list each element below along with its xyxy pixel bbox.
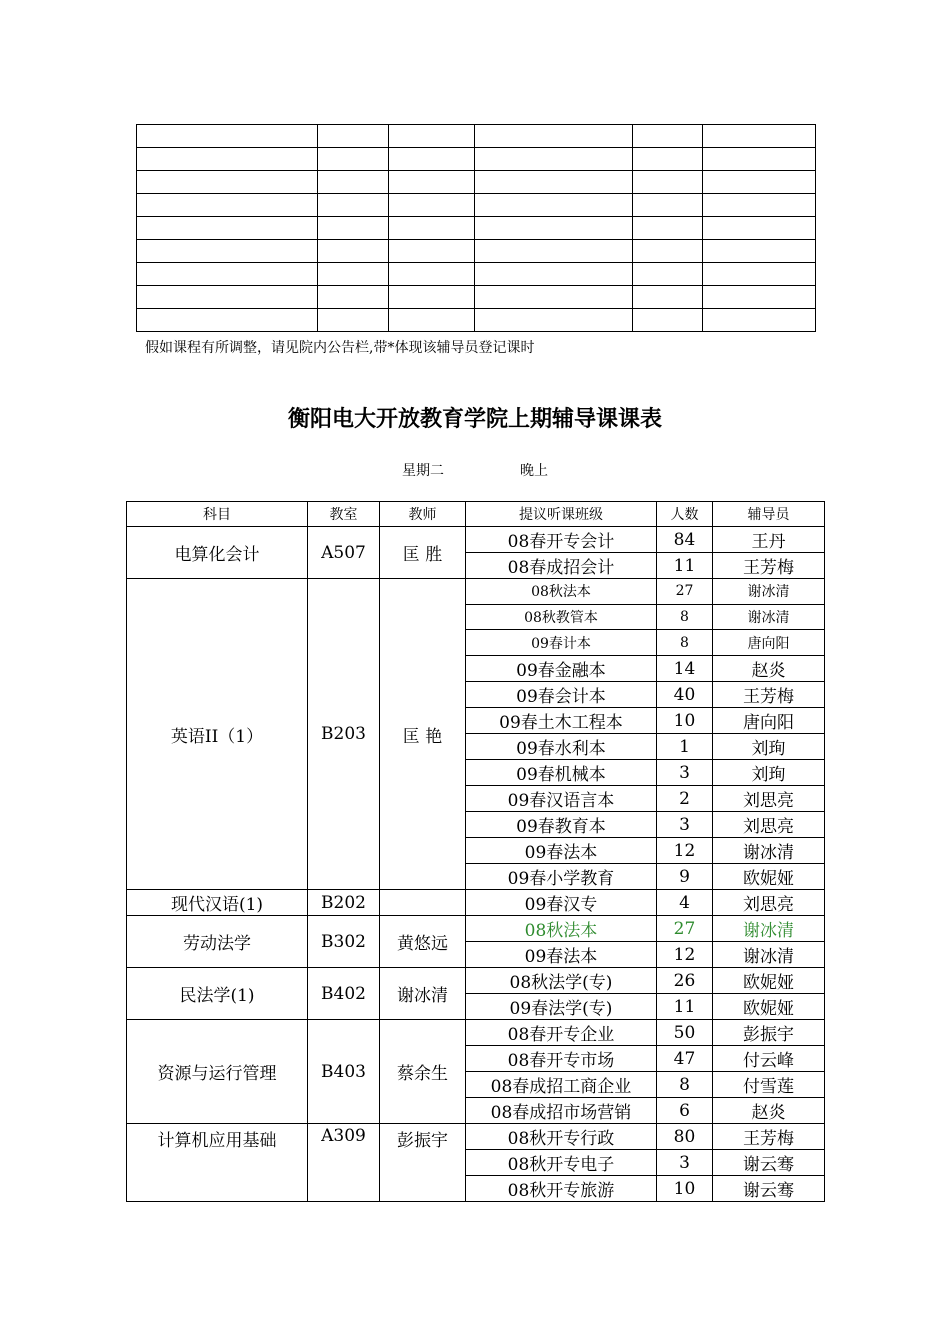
class-cell: 09春法学(专) <box>466 994 657 1020</box>
class-cell: 09春教育本 <box>466 812 657 838</box>
room-cell: A309 <box>308 1124 380 1202</box>
count-cell: 11 <box>657 994 713 1020</box>
count-cell: 11 <box>657 553 713 579</box>
count-cell: 4 <box>657 890 713 916</box>
schedule-row <box>127 1020 825 1046</box>
empty-cell <box>318 148 389 171</box>
empty-table <box>136 124 816 332</box>
tutor-cell: 谢冰清 <box>713 916 825 942</box>
tutor-cell: 刘珣 <box>713 760 825 786</box>
class-cell: 08秋开专行政 <box>466 1124 657 1150</box>
class-cell: 08春成招会计 <box>466 553 657 579</box>
count-cell: 3 <box>657 812 713 838</box>
room-cell: B202 <box>308 890 380 916</box>
count-cell: 10 <box>657 708 713 734</box>
teacher-cell: 蔡余生 <box>380 1020 466 1124</box>
subject-cell: 劳动法学 <box>127 916 308 968</box>
tutor-cell: 唐向阳 <box>713 630 825 656</box>
schedule-row <box>127 1124 825 1150</box>
count-cell: 6 <box>657 1098 713 1124</box>
class-cell: 09春机械本 <box>466 760 657 786</box>
class-cell: 09春法本 <box>466 838 657 864</box>
empty-cell <box>318 171 389 194</box>
empty-cell <box>475 148 633 171</box>
count-cell: 10 <box>657 1176 713 1202</box>
tutor-cell: 谢冰清 <box>713 942 825 968</box>
empty-cell <box>633 194 703 217</box>
time-label: 晚上 <box>520 463 548 479</box>
subject-cell: 英语II（1） <box>127 579 308 890</box>
tutor-cell: 王芳梅 <box>713 1124 825 1150</box>
tutor-cell: 彭振宇 <box>713 1020 825 1046</box>
empty-cell <box>703 217 816 240</box>
empty-cell <box>703 263 816 286</box>
class-cell: 08春开专市场 <box>466 1046 657 1072</box>
class-cell: 09春汉语言本 <box>466 786 657 812</box>
empty-cell <box>475 194 633 217</box>
empty-cell <box>703 286 816 309</box>
subject-cell: 计算机应用基础 <box>127 1124 308 1202</box>
count-cell: 14 <box>657 656 713 682</box>
empty-cell <box>633 286 703 309</box>
count-cell: 8 <box>657 604 713 630</box>
empty-cell <box>475 217 633 240</box>
empty-cell <box>633 125 703 148</box>
teacher-cell: 匡 胜 <box>380 527 466 579</box>
count-cell: 47 <box>657 1046 713 1072</box>
schedule-row <box>127 527 825 553</box>
empty-cell <box>318 217 389 240</box>
teacher-cell: 黄悠远 <box>380 916 466 968</box>
schedule-row <box>127 579 825 605</box>
empty-cell <box>318 286 389 309</box>
count-cell: 9 <box>657 864 713 890</box>
empty-cell <box>703 125 816 148</box>
tutor-cell: 谢冰清 <box>713 604 825 630</box>
class-cell: 09春金融本 <box>466 656 657 682</box>
empty-row <box>137 263 816 286</box>
tutor-cell: 谢冰清 <box>713 838 825 864</box>
empty-cell <box>633 148 703 171</box>
header-cell: 教师 <box>380 502 466 527</box>
room-cell: B302 <box>308 916 380 968</box>
tutor-cell: 欧妮娅 <box>713 994 825 1020</box>
subject-cell: 现代汉语(1) <box>127 890 308 916</box>
tutor-cell: 唐向阳 <box>713 708 825 734</box>
tutor-cell: 刘思亮 <box>713 812 825 838</box>
empty-row <box>137 171 816 194</box>
empty-row <box>137 309 816 332</box>
empty-cell <box>318 240 389 263</box>
empty-cell <box>703 240 816 263</box>
class-cell: 09春汉专 <box>466 890 657 916</box>
room-cell: B403 <box>308 1020 380 1124</box>
count-cell: 84 <box>657 527 713 553</box>
tutor-cell: 谢云骞 <box>713 1150 825 1176</box>
count-cell: 12 <box>657 942 713 968</box>
header-row <box>127 502 825 527</box>
tutor-cell: 付云峰 <box>713 1046 825 1072</box>
teacher-cell: 谢冰清 <box>380 968 466 1020</box>
tutor-cell: 谢冰清 <box>713 579 825 605</box>
tutor-cell: 谢云骞 <box>713 1176 825 1202</box>
schedule-row <box>127 890 825 916</box>
empty-cell <box>633 240 703 263</box>
empty-cell <box>137 309 318 332</box>
empty-cell <box>475 240 633 263</box>
empty-cell <box>633 309 703 332</box>
schedule-table <box>126 501 825 1202</box>
empty-cell <box>389 286 475 309</box>
header-cell: 辅导员 <box>713 502 825 527</box>
teacher-cell: 匡 艳 <box>380 579 466 890</box>
schedule-row <box>127 968 825 994</box>
subject-cell: 电算化会计 <box>127 527 308 579</box>
count-cell: 2 <box>657 786 713 812</box>
empty-cell <box>703 148 816 171</box>
class-cell: 09春土木工程本 <box>466 708 657 734</box>
empty-cell <box>137 286 318 309</box>
count-cell: 27 <box>657 579 713 605</box>
subject-cell: 资源与运行管理 <box>127 1020 308 1124</box>
class-cell: 08春成招市场营销 <box>466 1098 657 1124</box>
schedule-row <box>127 916 825 942</box>
tutor-cell: 刘思亮 <box>713 786 825 812</box>
class-cell: 09春计本 <box>466 630 657 656</box>
empty-cell <box>389 263 475 286</box>
adjustment-note: 假如课程有所调整，请见院内公告栏,带*体现该辅导员登记课时 <box>145 340 535 356</box>
empty-row <box>137 194 816 217</box>
class-cell: 08秋开专旅游 <box>466 1176 657 1202</box>
empty-cell <box>137 125 318 148</box>
empty-cell <box>389 217 475 240</box>
class-cell: 09春小学教育 <box>466 864 657 890</box>
count-cell: 80 <box>657 1124 713 1150</box>
empty-cell <box>137 194 318 217</box>
empty-row <box>137 148 816 171</box>
schedule-subtitle <box>0 460 950 480</box>
empty-cell <box>633 171 703 194</box>
empty-row <box>137 125 816 148</box>
header-cell: 教室 <box>308 502 380 527</box>
subject-cell: 民法学(1) <box>127 968 308 1020</box>
empty-cell <box>703 309 816 332</box>
class-cell: 08秋法本 <box>466 916 657 942</box>
class-cell: 09春会计本 <box>466 682 657 708</box>
empty-cell <box>475 309 633 332</box>
count-cell: 3 <box>657 760 713 786</box>
empty-cell <box>318 125 389 148</box>
room-cell: A507 <box>308 527 380 579</box>
day-label: 星期二 <box>402 463 444 479</box>
count-cell: 1 <box>657 734 713 760</box>
tutor-cell: 赵炎 <box>713 656 825 682</box>
empty-cell <box>137 148 318 171</box>
empty-cell <box>318 309 389 332</box>
count-cell: 8 <box>657 1072 713 1098</box>
empty-cell <box>389 171 475 194</box>
tutor-cell: 赵炎 <box>713 1098 825 1124</box>
empty-cell <box>389 194 475 217</box>
header-cell: 人数 <box>657 502 713 527</box>
empty-cell <box>137 171 318 194</box>
empty-cell <box>137 263 318 286</box>
empty-row <box>137 240 816 263</box>
empty-row <box>137 217 816 240</box>
class-cell: 08春开专企业 <box>466 1020 657 1046</box>
count-cell: 3 <box>657 1150 713 1176</box>
empty-cell <box>318 194 389 217</box>
empty-cell <box>703 194 816 217</box>
tutor-cell: 刘思亮 <box>713 890 825 916</box>
empty-cell <box>475 286 633 309</box>
header-cell: 科目 <box>127 502 308 527</box>
class-cell: 08秋开专电子 <box>466 1150 657 1176</box>
empty-cell <box>633 263 703 286</box>
class-cell: 08秋教管本 <box>466 604 657 630</box>
count-cell: 26 <box>657 968 713 994</box>
header-cell: 提议听课班级 <box>466 502 657 527</box>
tutor-cell: 王芳梅 <box>713 553 825 579</box>
tutor-cell: 王芳梅 <box>713 682 825 708</box>
count-cell: 40 <box>657 682 713 708</box>
tutor-cell: 欧妮娅 <box>713 968 825 994</box>
class-cell: 08春开专会计 <box>466 527 657 553</box>
class-cell: 08秋法学(专) <box>466 968 657 994</box>
empty-cell <box>633 217 703 240</box>
empty-cell <box>475 125 633 148</box>
class-cell: 09春水利本 <box>466 734 657 760</box>
room-cell: B402 <box>308 968 380 1020</box>
tutor-cell: 刘珣 <box>713 734 825 760</box>
page-title: 衡阳电大开放教育学院上期辅导课课表 <box>287 407 662 432</box>
empty-cell <box>137 240 318 263</box>
empty-cell <box>703 171 816 194</box>
empty-row <box>137 286 816 309</box>
empty-cell <box>475 171 633 194</box>
tutor-cell: 付雪莲 <box>713 1072 825 1098</box>
class-cell: 08春成招工商企业 <box>466 1072 657 1098</box>
teacher-cell: 彭振宇 <box>380 1124 466 1202</box>
empty-cell <box>389 125 475 148</box>
empty-cell <box>389 309 475 332</box>
count-cell: 8 <box>657 630 713 656</box>
class-cell: 08秋法本 <box>466 579 657 605</box>
empty-cell <box>137 217 318 240</box>
tutor-cell: 王丹 <box>713 527 825 553</box>
empty-cell <box>389 240 475 263</box>
count-cell: 50 <box>657 1020 713 1046</box>
tutor-cell: 欧妮娅 <box>713 864 825 890</box>
room-cell: B203 <box>308 579 380 890</box>
count-cell: 27 <box>657 916 713 942</box>
class-cell: 09春法本 <box>466 942 657 968</box>
empty-cell <box>475 263 633 286</box>
count-cell: 12 <box>657 838 713 864</box>
empty-cell <box>318 263 389 286</box>
teacher-cell <box>380 890 466 916</box>
empty-cell <box>389 148 475 171</box>
